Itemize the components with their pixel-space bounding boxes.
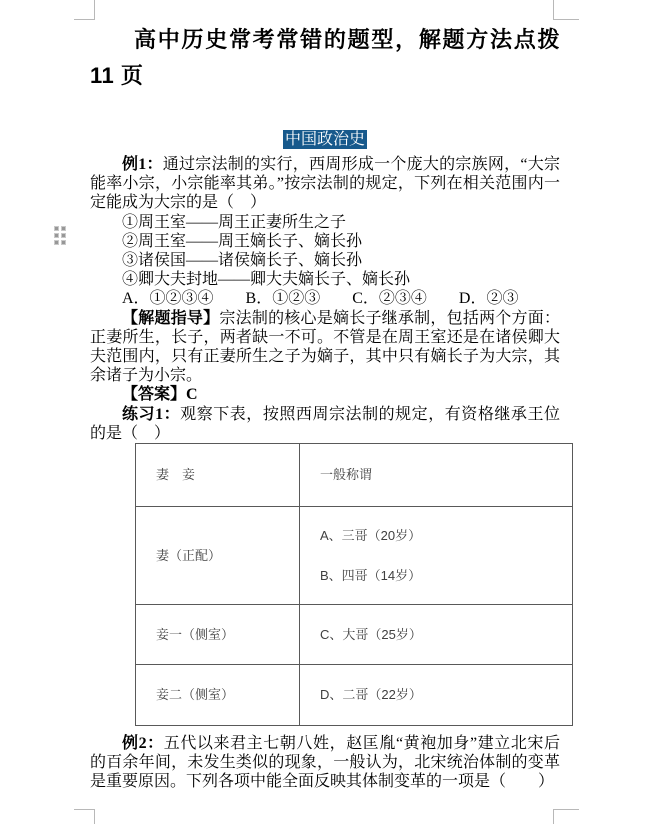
object-anchor-dots-icon [55,227,65,244]
table-cell-line: C、大哥（25岁） [320,626,422,642]
exercise1-table [135,443,573,726]
example1-item-3: ③诸侯国——诸侯嫡长子、嫡长孙 [122,252,363,270]
example1-paragraph [90,155,560,213]
table-row [136,605,573,665]
example1-guide-text: 宗法制的核心是嫡长子继承制，包括两个方面：正妻所生，长子，两者缺一不可。不管是在周王室还是在诸侯卿大夫范围内，只有正妻所生之子为嫡子，其中只有嫡长子为大宗，其余诸子为小宗。 [90,309,560,385]
table-cell-options-ab [300,507,573,605]
table-cell-wife-concubine-header: 妻 妾 [136,444,300,507]
example1-item-2: ②周王室——周王嫡长子、嫡长孙 [122,232,363,250]
margin-crop-mark-top-left [74,0,95,20]
table-cell-line: 一般称谓 [320,467,373,483]
example1-answer-text: 【答案】C [122,386,198,404]
page-content [90,22,560,792]
table-cell-concubine-2: 妾二（侧室） [136,665,300,726]
example1-text: 通过宗法制的实行，西周形成一个庞大的宗族网，“大宗能率小宗，小宗能率其弟。”按宗法制的规定，下列在相关范围内一定能成为大宗的是（ ） [90,156,560,212]
table-cell-wife: 妻（正配） [136,507,300,605]
example1-options-line: A．①②③④ B．①②③ C．②③④ D．②③ [122,290,519,308]
table-cell-concubine-1: 妾一（侧室） [136,605,300,665]
table-cell-title-header [300,444,573,507]
body-text-block [90,155,560,792]
document-title: 高中历史常考常错的题型，解题方法点拨 11 页 [90,27,560,88]
margin-crop-mark-bottom-left [74,809,95,824]
table-cell-option-d [300,665,573,726]
exercise1-label: 练习1： [122,405,181,423]
example2-paragraph [90,734,560,792]
example2-text: 五代以来君主七朝八姓，赵匡胤“黄袍加身”建立北宋后的百余年间，未发生类似的现象，一般认为，北宋统治体制的变革是重要原因。下列各项中能全面反映其体制变革的一项是（ ） [90,735,560,791]
table-cell-line: D、二哥（22岁） [320,687,422,703]
example1-guide-paragraph [90,309,560,386]
exercise1-paragraph [90,405,560,443]
example1-item-1: ①周王室——周王正妻所生之子 [122,213,347,231]
table-row [136,444,573,507]
example1-guide-label: 【解题指导】 [122,309,220,327]
example1-label: 例1： [122,156,163,173]
exercise1-text: 观察下表，按照西周宗法制的规定，有资格继承王位的是（ ） [90,405,560,442]
table-row [136,665,573,726]
example1-item-4: ④卿大夫封地——卿大夫嫡长子、嫡长孙 [122,271,411,289]
example1-answer-line [90,385,560,404]
margin-crop-mark-top-right [553,0,579,20]
margin-crop-mark-bottom-right [553,809,579,824]
table-cell-line: A、三哥（20岁） [320,527,422,543]
section-heading-highlight: 中国政治史 [284,131,365,148]
table-cell-line: B、四哥（14岁） [320,567,422,583]
table-row [136,507,573,605]
section-heading-row [90,130,560,150]
table-cell-option-c [300,605,573,665]
example2-label: 例2： [122,735,164,753]
